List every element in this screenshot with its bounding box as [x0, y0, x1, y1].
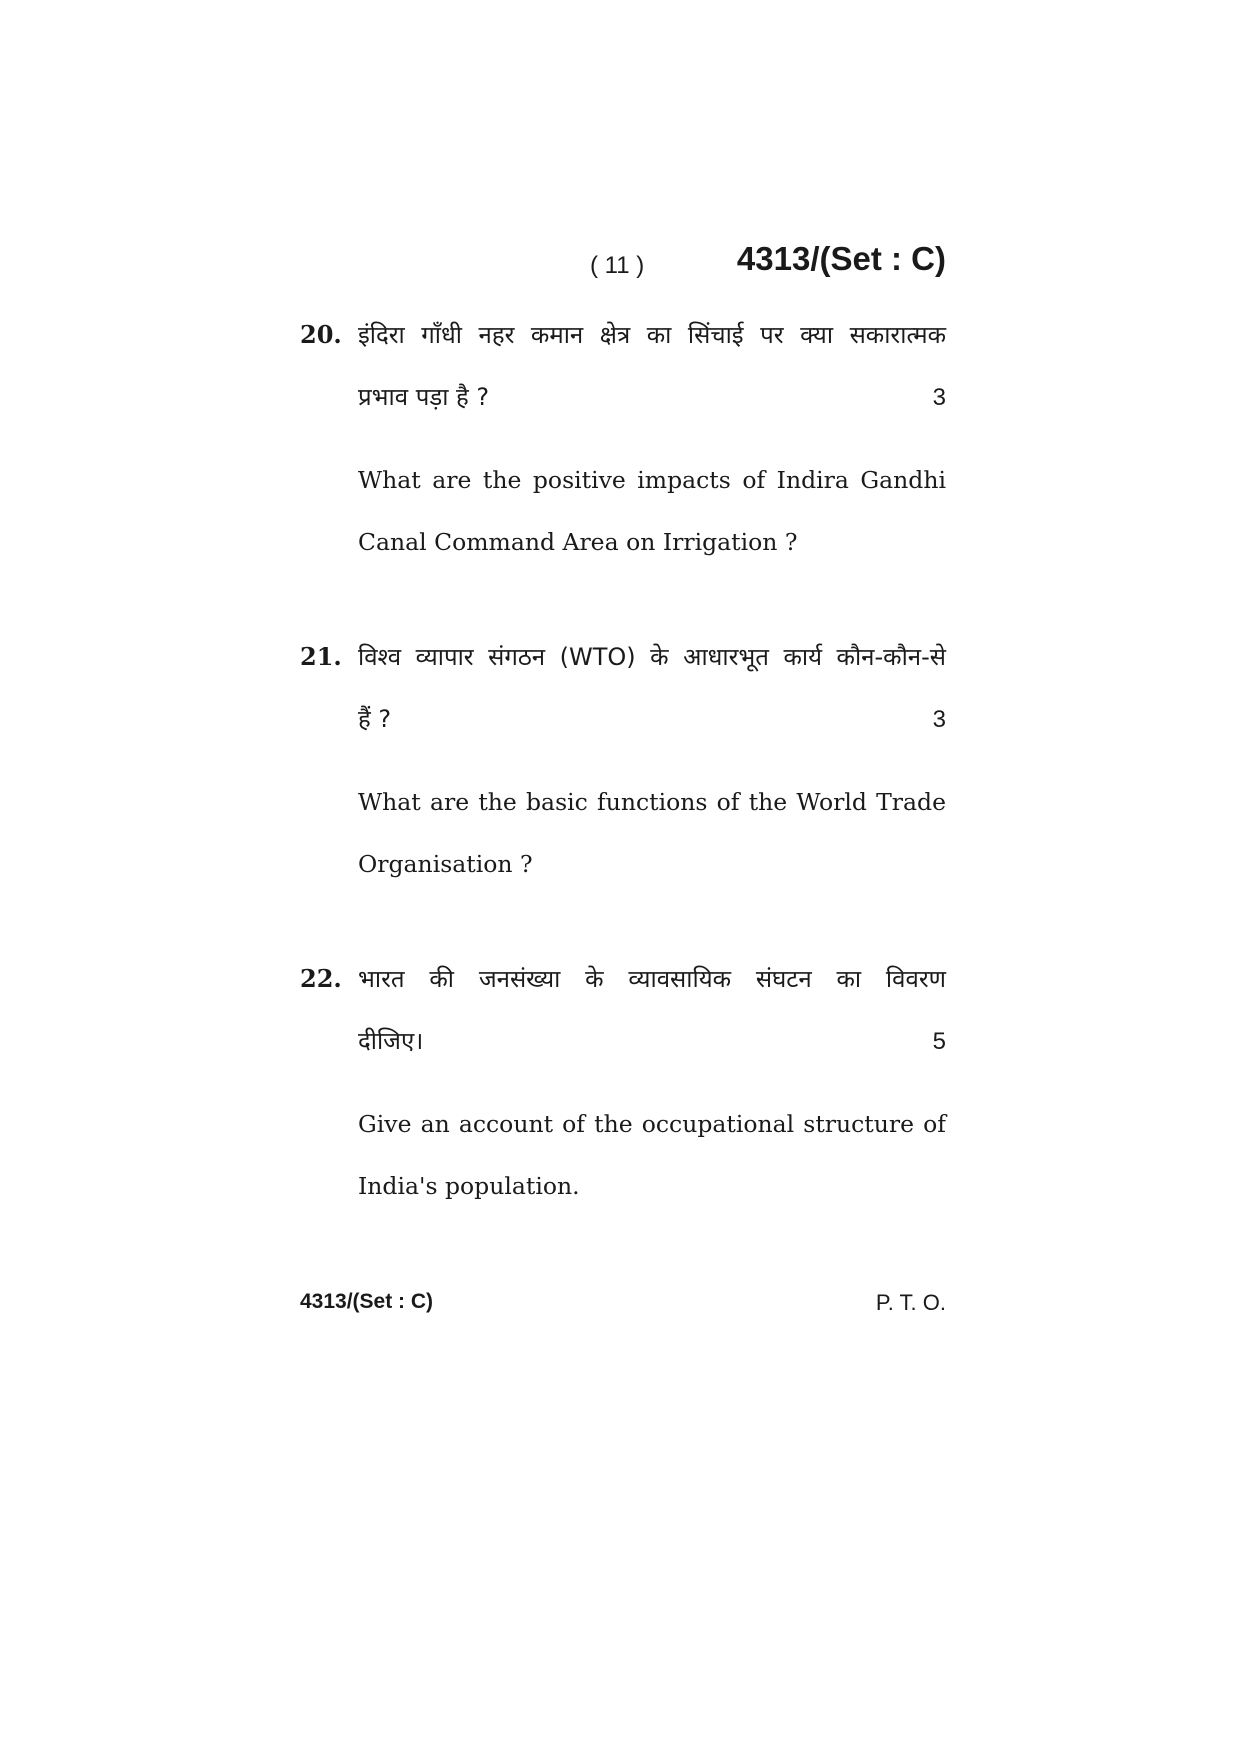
page-header: [300, 240, 946, 290]
question-english-line-1: What are the positive impacts of Indira Gandhi: [358, 466, 946, 494]
question-hindi-line-2: दीजिए।: [358, 1027, 424, 1055]
question-english-line-1: What are the basic functions of the World Trade: [358, 788, 946, 816]
pto-label: P. T. O.: [875, 1290, 946, 1315]
question-marks: 3: [932, 706, 946, 733]
question-number: 20.: [300, 320, 342, 349]
question-hindi-line-2: हैं ?: [358, 705, 392, 733]
question-number: 22.: [300, 964, 342, 993]
question-hindi-line-1: विश्व व्यापार संगठन (WTO) के आधारभूत कार्य कौन-कौन-से: [358, 643, 946, 671]
question-hindi-line-1: इंदिरा गाँधी नहर कमान क्षेत्र का सिंचाई पर क्या सकारात्मक: [358, 321, 946, 349]
paper-code-footer: 4313/(Set : C): [300, 1290, 434, 1313]
question-marks: 3: [932, 384, 946, 411]
question-marks: 5: [932, 1028, 946, 1055]
paper-code-header: 4313/(Set : C): [736, 240, 946, 277]
question-hindi-line-1: भारत की जनसंख्या के व्यावसायिक संघटन का विवरण: [358, 965, 946, 993]
page-footer: [300, 1290, 946, 1330]
question-number: 21.: [300, 642, 342, 671]
question-english-line-1: Give an account of the occupational structure of: [358, 1110, 946, 1138]
question-english-line-2: Organisation ?: [358, 850, 533, 878]
question-english-line-2: Canal Command Area on Irrigation ?: [358, 528, 798, 556]
question-english-line-2: India's population.: [358, 1172, 580, 1200]
question-hindi-line-2: प्रभाव पड़ा है ?: [358, 383, 490, 411]
page-number: ( 11 ): [590, 252, 645, 279]
